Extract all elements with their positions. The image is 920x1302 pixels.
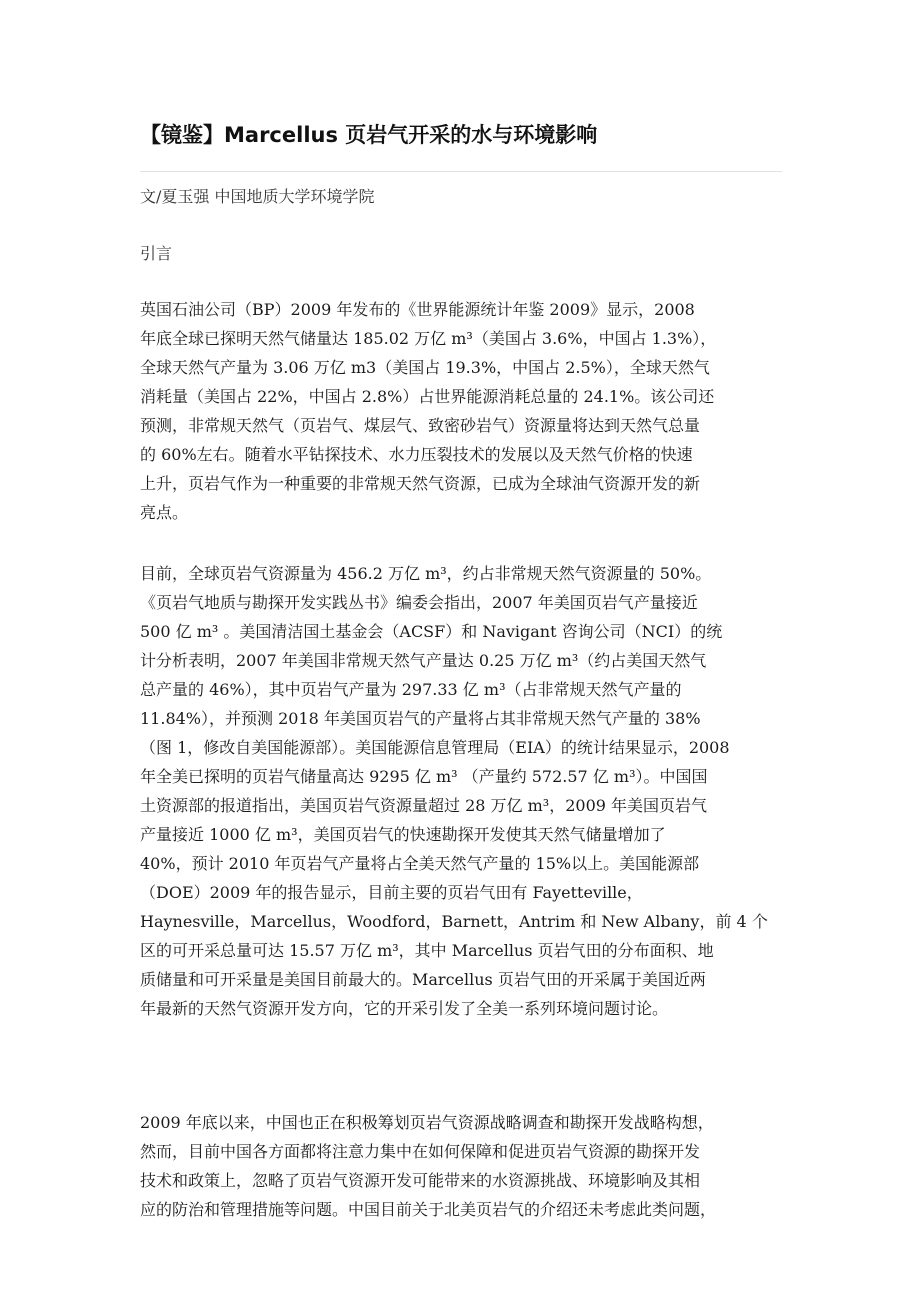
paragraph-line: （图 1，修改自美国能源部）。美国能源信息管理局（EIA）的统计结果显示，2008: [140, 738, 730, 757]
paragraph-line: 的 60%左右。随着水平钻探技术、水力压裂技术的发展以及天然气价格的快速: [140, 445, 693, 464]
paragraph-line: 年底全球已探明天然气储量达 185.02 万亿 m³（美国占 3.6%，中国占 1.3%），: [140, 329, 717, 348]
paragraph-line: （DOE）2009 年的报告显示，目前主要的页岩气田有 Fayetteville，: [140, 883, 643, 902]
paragraph-line: 500 亿 m³ 。美国清洁国土基金会（ACSF）和 Navigant 咨询公司（NCI）的统: [140, 622, 723, 641]
paragraph-line: 产量接近 1000 亿 m³，美国页岩气的快速勘探开发使其天然气储量增加了: [140, 825, 666, 844]
paragraph-line: 质储量和可开采量是美国目前最大的。Marcellus 页岩气田的开采属于美国近两: [140, 970, 706, 989]
paragraph-line: 11.84%），并预测 2018 年美国页岩气的产量将占其非常规天然气产量的 38%: [140, 709, 701, 728]
paragraph-line: 总产量的 46%），其中页岩气产量为 297.33 亿 m³（占非常规天然气产量的: [140, 680, 682, 699]
paragraph-line: 亮点。: [140, 503, 189, 522]
paragraph-1: [140, 295, 792, 527]
paragraph-line: 上升，页岩气作为一种重要的非常规天然气资源，已成为全球油气资源开发的新: [140, 474, 701, 493]
paragraph-line: Haynesville，Marcellus，Woodford，Barnett，Antrim 和 New Albany，前 4 个: [140, 912, 768, 931]
paragraph-line: 应的防治和管理措施等问题。中国目前关于北美页岩气的介绍还未考虑此类问题，: [140, 1200, 717, 1219]
article-byline: 文/夏玉强 中国地质大学环境学院: [140, 187, 375, 206]
paragraph-line: 40%，预计 2010 年页岩气产量将占全美天然气产量的 15%以上。美国能源部: [140, 854, 700, 873]
paragraph-line: 2009 年底以来，中国也正在积极筹划页岩气资源战略调查和勘探开发战略构想，: [140, 1113, 714, 1132]
paragraph-line: 消耗量（美国占 22%，中国占 2.8%）占世界能源消耗总量的 24.1%。该公司还: [140, 387, 715, 406]
title-divider: [140, 171, 782, 172]
paragraph-3: [140, 1108, 792, 1224]
section-heading: 引言: [140, 244, 173, 263]
paragraph-line: 年最新的天然气资源开发方向，它的开采引发了全美一系列环境问题讨论。: [140, 999, 669, 1018]
paragraph-line: 年全美已探明的页岩气储量高达 9295 亿 m³ （产量约 572.57 亿 m³）。中国国: [140, 767, 708, 786]
paragraph-line: 技术和政策上，忽略了页岩气资源开发可能带来的水资源挑战、环境影响及其相: [140, 1171, 701, 1190]
paragraph-2: [140, 559, 792, 1023]
paragraph-line: 全球天然气产量为 3.06 万亿 m3（美国占 19.3%，中国占 2.5%），全球天然气: [140, 358, 710, 377]
paragraph-line: 土资源部的报道指出，美国页岩气资源量超过 28 万亿 m³，2009 年美国页岩气: [140, 796, 708, 815]
paragraph-line: 然而，目前中国各方面都将注意力集中在如何保障和促进页岩气资源的勘探开发: [140, 1142, 701, 1161]
paragraph-line: 预测，非常规天然气（页岩气、煤层气、致密砂岩气）资源量将达到天然气总量: [140, 416, 701, 435]
article-title: 【镜鉴】Marcellus 页岩气开采的水与环境影响: [140, 123, 598, 147]
paragraph-line: 《页岩气地质与勘探开发实践丛书》编委会指出，2007 年美国页岩气产量接近: [140, 593, 698, 612]
paragraph-line: 英国石油公司（BP）2009 年发布的《世界能源统计年鉴 2009》显示，2008: [140, 300, 695, 319]
paragraph-line: 计分析表明，2007 年美国非常规天然气产量达 0.25 万亿 m³（约占美国天然气: [140, 651, 707, 670]
paragraph-line: 目前，全球页岩气资源量为 456.2 万亿 m³，约占非常规天然气资源量的 50%。: [140, 564, 712, 583]
paragraph-line: 区的可开采总量可达 15.57 万亿 m³，其中 Marcellus 页岩气田的分布面积、地: [140, 941, 714, 960]
